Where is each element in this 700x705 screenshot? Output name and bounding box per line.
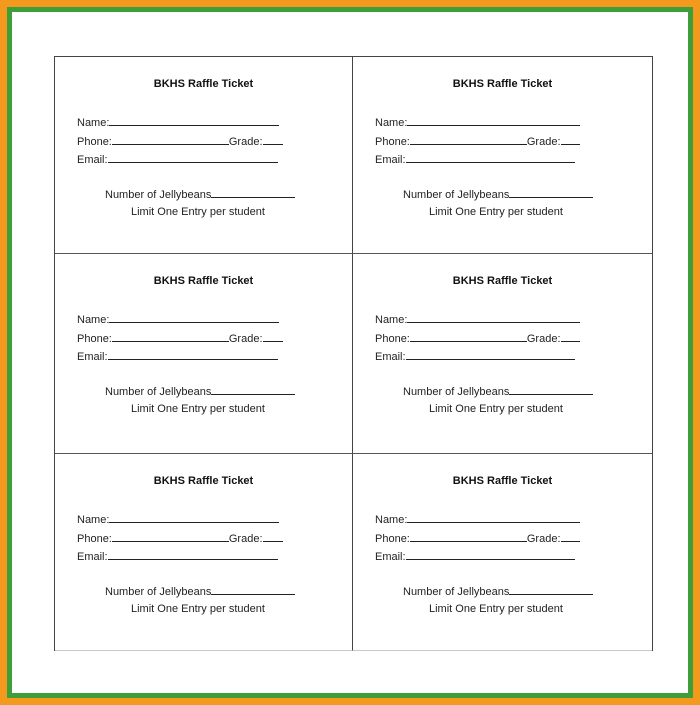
phone-blank-line[interactable]	[112, 531, 229, 542]
grade-blank-line[interactable]	[263, 134, 283, 145]
limit-text: Limit One Entry per student	[131, 603, 265, 615]
name-field	[375, 115, 580, 130]
ticket-title: BKHS Raffle Ticket	[452, 78, 553, 90]
phone-blank-line[interactable]	[410, 134, 527, 145]
phone-blank-line[interactable]	[410, 531, 527, 542]
name-blank-line[interactable]	[109, 115, 279, 126]
email-blank-line[interactable]	[108, 349, 278, 360]
email-label: Email:	[375, 351, 406, 363]
name-blank-line[interactable]	[407, 312, 580, 323]
phone-blank-line[interactable]	[112, 134, 229, 145]
grade-blank-line[interactable]	[263, 331, 283, 342]
jellybeans-blank-line[interactable]	[509, 384, 593, 395]
jellybeans-label: Number of Jellybeans	[403, 586, 510, 598]
jellybeans-blank-line[interactable]	[211, 584, 295, 595]
grade-blank-line[interactable]	[561, 331, 580, 342]
limit-text: Limit One Entry per student	[429, 403, 563, 415]
phone-label: Phone:	[375, 333, 410, 345]
email-label: Email:	[375, 154, 406, 166]
grade-label: Grade:	[526, 533, 561, 545]
grade-blank-line[interactable]	[263, 531, 283, 542]
jellybeans-label: Number of Jellybeans	[403, 386, 510, 398]
email-label: Email:	[77, 551, 108, 563]
phone-label: Phone:	[375, 136, 410, 148]
email-field	[375, 152, 575, 167]
email-blank-line[interactable]	[406, 152, 575, 163]
ticket-sheet	[54, 56, 653, 651]
name-label: Name:	[77, 117, 110, 129]
grade-label: Grade:	[526, 136, 561, 148]
name-label: Name:	[375, 117, 408, 129]
name-blank-line[interactable]	[407, 512, 580, 523]
grade-blank-line[interactable]	[561, 134, 580, 145]
email-field	[375, 549, 575, 564]
phone-label: Phone:	[77, 533, 112, 545]
email-blank-line[interactable]	[406, 549, 575, 560]
name-field	[375, 312, 580, 327]
name-field	[77, 312, 279, 327]
jellybeans-label: Number of Jellybeans	[105, 189, 212, 201]
jellybeans-blank-line[interactable]	[211, 187, 295, 198]
jellybeans-field	[403, 187, 593, 201]
jellybeans-field	[403, 584, 593, 598]
grade-label: Grade:	[228, 136, 263, 148]
jellybeans-blank-line[interactable]	[509, 584, 593, 595]
name-field	[77, 115, 279, 130]
jellybeans-label: Number of Jellybeans	[105, 586, 212, 598]
name-label: Name:	[375, 314, 408, 326]
grade-blank-line[interactable]	[561, 531, 580, 542]
jellybeans-field	[403, 384, 593, 398]
name-blank-line[interactable]	[407, 115, 580, 126]
email-label: Email:	[77, 154, 108, 166]
ticket-title: BKHS Raffle Ticket	[452, 475, 553, 487]
email-blank-line[interactable]	[108, 549, 278, 560]
raffle-ticket	[353, 454, 652, 651]
ticket-title: BKHS Raffle Ticket	[153, 475, 254, 487]
name-field	[77, 512, 279, 527]
email-label: Email:	[77, 351, 108, 363]
name-field	[375, 512, 580, 527]
jellybeans-blank-line[interactable]	[509, 187, 593, 198]
limit-text: Limit One Entry per student	[131, 403, 265, 415]
grade-label: Grade:	[228, 533, 263, 545]
name-blank-line[interactable]	[109, 312, 279, 323]
ticket-title: BKHS Raffle Ticket	[452, 275, 553, 287]
email-blank-line[interactable]	[108, 152, 278, 163]
limit-text: Limit One Entry per student	[429, 206, 563, 218]
phone-field	[77, 531, 283, 546]
phone-field	[77, 331, 283, 346]
phone-label: Phone:	[77, 333, 112, 345]
jellybeans-field	[105, 187, 295, 201]
phone-field	[375, 134, 580, 149]
phone-label: Phone:	[375, 533, 410, 545]
jellybeans-field	[105, 584, 295, 598]
email-field	[375, 349, 575, 364]
ticket-title: BKHS Raffle Ticket	[153, 275, 254, 287]
raffle-ticket	[353, 57, 652, 254]
email-blank-line[interactable]	[406, 349, 575, 360]
jellybeans-label: Number of Jellybeans	[105, 386, 212, 398]
phone-label: Phone:	[77, 136, 112, 148]
name-blank-line[interactable]	[109, 512, 279, 523]
jellybeans-label: Number of Jellybeans	[403, 189, 510, 201]
limit-text: Limit One Entry per student	[131, 206, 265, 218]
ticket-title: BKHS Raffle Ticket	[153, 78, 254, 90]
email-field	[77, 152, 278, 167]
phone-field	[375, 331, 580, 346]
raffle-ticket	[55, 254, 353, 454]
limit-text: Limit One Entry per student	[429, 603, 563, 615]
jellybeans-blank-line[interactable]	[211, 384, 295, 395]
phone-field	[375, 531, 580, 546]
grade-label: Grade:	[228, 333, 263, 345]
email-field	[77, 549, 278, 564]
name-label: Name:	[77, 514, 110, 526]
email-field	[77, 349, 278, 364]
phone-blank-line[interactable]	[112, 331, 229, 342]
raffle-ticket	[55, 454, 353, 651]
raffle-ticket	[353, 254, 652, 454]
name-label: Name:	[375, 514, 408, 526]
phone-field	[77, 134, 283, 149]
name-label: Name:	[77, 314, 110, 326]
grade-label: Grade:	[526, 333, 561, 345]
raffle-ticket	[55, 57, 353, 254]
jellybeans-field	[105, 384, 295, 398]
email-label: Email:	[375, 551, 406, 563]
phone-blank-line[interactable]	[410, 331, 527, 342]
